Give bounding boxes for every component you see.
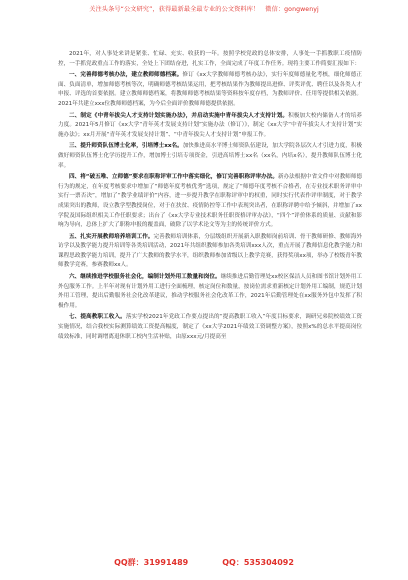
section-7-text: 落实学校2021年党政工作要点提出的“提高教职工收入”年度目标要求，调研兄弟院校绩效工资实施情况，结合我校实际测算绩效工资提高幅度，制定了《xx大学2021年绩效工资调整方案》，按照x%的总水平提高岗位绩效标准，同时调增离退休职工校内生活补贴，由原xxx元/月提高至 [58, 314, 362, 340]
section-5-heading: 五、扎实开展教师培养培训工作。 [69, 233, 154, 240]
section-2-paragraph [58, 112, 362, 141]
section-2-heading: 二、制定《中青年拔尖人才支持计划实施办法》，并启动实施中青年拔尖人才支持计划。 [69, 112, 289, 119]
section-1-paragraph [58, 71, 362, 109]
banner-slogan: 关注头条号“公文研究”，获得最新最全最专业的公文资料库！ [89, 6, 260, 13]
footer-contact [0, 557, 408, 568]
section-1-heading: 一、完善师德考核办法，建立教师师德档案。 [69, 72, 183, 79]
header-banner [0, 3, 408, 17]
section-3-paragraph [58, 142, 362, 171]
section-2-text: 积极加大校内储备人才的培养力度。2021年5月修订《xx大学“青年英才发展支持计划”实施办法（修订）》，制定《xx大学“中青年拔尖人才支持计划”实施办法》；xx月开展“青年英才发展支持计划”、“中青年拔尖人才支持计划”申报工作。 [58, 112, 362, 138]
footer-qq-group: QQ群：31991489 [114, 558, 189, 567]
section-4-paragraph [58, 173, 362, 231]
section-7-paragraph [58, 313, 362, 342]
section-6-text: 继续推进后勤管理处xx校区保洁人员和图书馆计划外用工外包服务工作。上半年对现有计划外用工进行全面梳理，核定岗位和数量，按岗位需求重新核定计划外用工编制，规范计划外用工管理，提出后勤服务社会化改革建议，推动学校服务社会化改革工作，2021年后勤管理处在xx服务外包中发挥了积极作用。 [58, 274, 362, 309]
section-7-heading: 七、提高教职工收入。 [69, 314, 126, 321]
section-5-text: 完善教师培训体系，分层级组织开展新入职教师岗前培训、骨干教师研修、教师海外访学以及教学能力提升培训等各类培训活动，2021年共组织教师参加各类培训xxx人次，重点开展了教师信息化教学能力和课程思政教学能力培训，提升了广大教师的教学水平，组织教师参加省级以上教学竞赛，获得奖项xx项，举办了校级青年教师教学竞赛，参赛教师xx人。 [58, 233, 362, 269]
document-body [58, 50, 362, 344]
intro-paragraph [58, 50, 362, 69]
footer-qq: QQ：535304092 [222, 558, 294, 567]
section-4-text: 新办法根据中省文件中对教师师德行为的规定，在年度考核要求中增加了“师德年度考核优秀”选项，规定了“师德年度考核不合格者，在专业技术职务评审中实行一票否决”，增加了“教学业绩评价”内容，进一步提升教学在职称评审中的权重，同时实行代表作评审制度，对于教学成果突出的教师，设立教学型教授岗位，对于在扶贫、疫情防控等工作中表现突出者，在职称评聘中给予倾斜，并增加了xx学院及国际组织相关工作任职要求；出台了《xx大学专业技术职务任职资格评审办法》，“四个”评价体系的质量、贡献和影响为导向，总体上扩大了职称申报的覆盖面，破除了以学术论文等为主的传统评价方式。 [58, 174, 362, 229]
section-1-text: 修订《xx大学教师师德考核办法》，实行年度师德量化考核，细化师德正面、负面清单，增加师德考核等次，明确师德考核结果运用，把考核结果作为教师提出进修、评奖评优、聘任以及各类人才申报、评选的首要依据。建立教师师德档案，将教师师德考核结果等资料按年度存档，为教师评价、任用等提供相关依据。2021年共建立xxx位教师师德档案，为今后全面评价教师师德提供依据。 [58, 72, 362, 107]
section-5-paragraph [58, 233, 362, 271]
section-6-paragraph [58, 273, 362, 311]
section-3-heading: 三、提升师资队伍博士化率，引培博士xx名。 [69, 143, 183, 150]
section-6-heading: 六、继续推进学校服务社会化，编制计划外用工数量和岗位。 [69, 274, 221, 281]
section-3-text: 加快推进高水平博士师资队伍建设，加大学院各层次人才引进力度，积极做好师资队伍博士化学历提升工作，增加博士引培专项资金，引进高培博士xx名（xx名，内培x名），提升教师队伍博士化率。 [58, 143, 362, 169]
banner-wechat: 微信：gongwenyj [265, 6, 319, 13]
intro-text: 2021年，对人事处来讲是紧张、忙碌、充实、收获的一年。按照学校党政的总体安排，人事处一手抓教职工疫情防控，一手抓党政重点工作的落实，全处上下团结奋进，扎实工作，全面完成了年度工作任务。现将主要工作简要汇报如下： [58, 51, 362, 67]
section-4-heading: 四、将“破五唯、立师德”要求在职称评审工作中落实细化，修订完善职称评审办法。 [69, 174, 278, 181]
